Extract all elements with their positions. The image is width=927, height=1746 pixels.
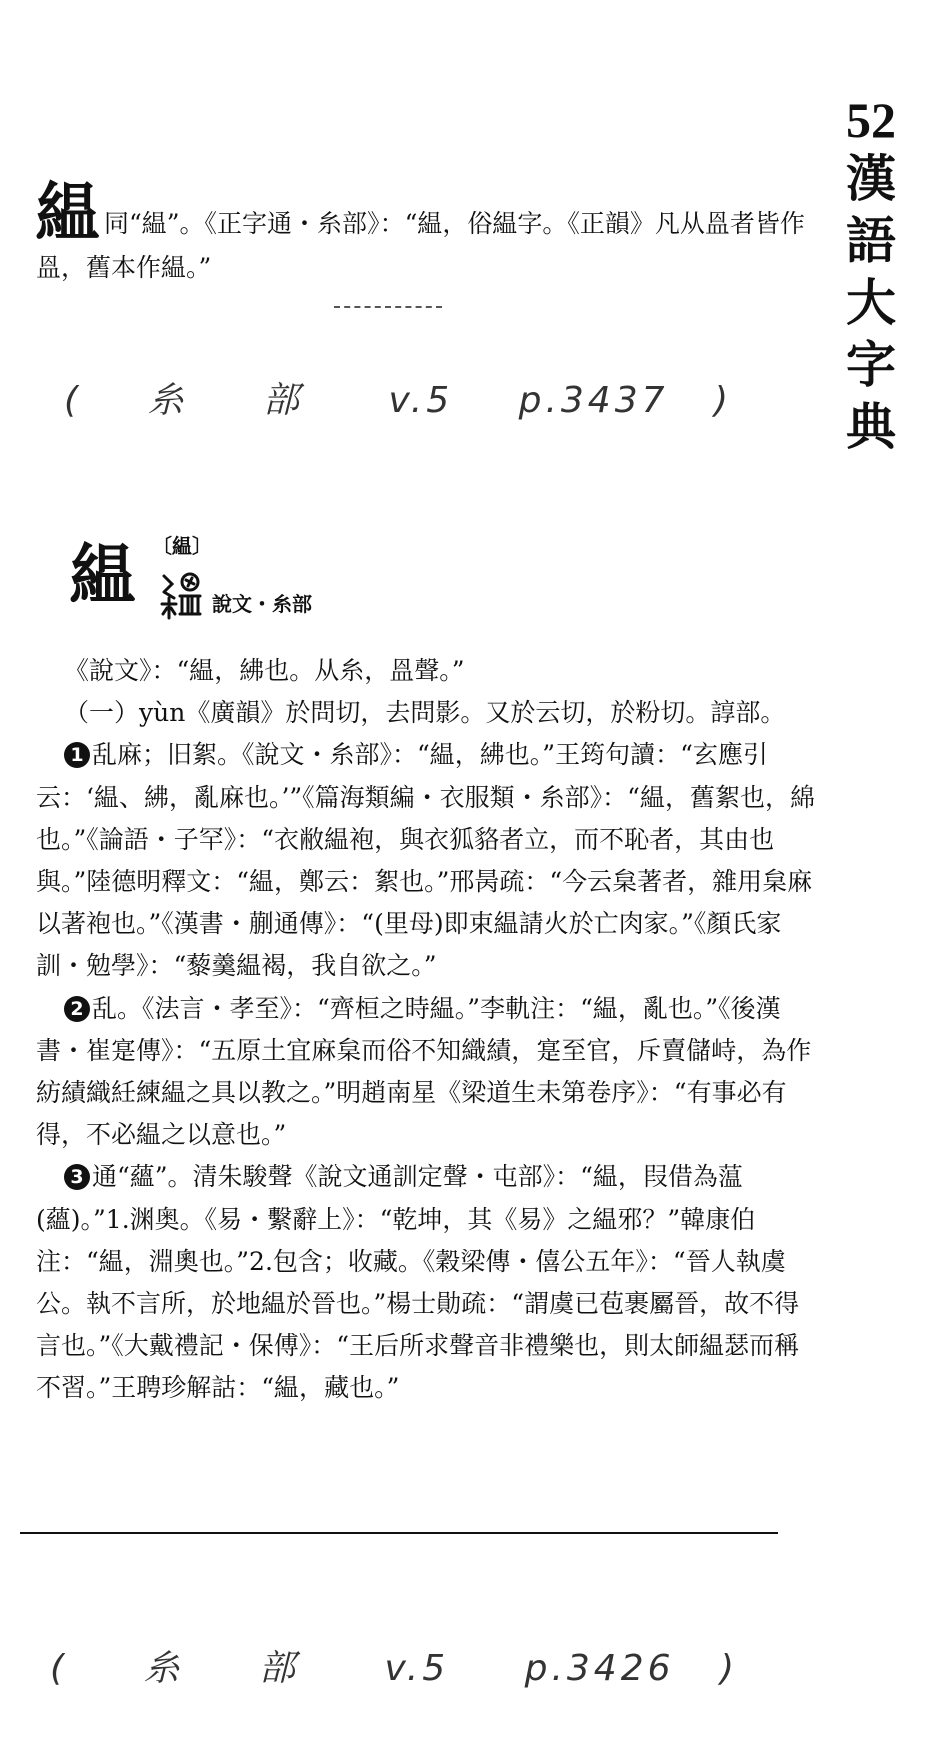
entry-headword: 緼 bbox=[70, 536, 136, 614]
sense-text: 乱。《法言・孝至》：“齊桓之時緼。”李軌注：“緼，亂也。”《後漢書・崔寔傳》：“五原土宜麻枲而俗不知織績，寔至官，斥賣儲峙，為作紡績織紝練緼之具以教之。”明趙南星《梁道生未第卷序》：“有事必有得，不必緼之以意也。” bbox=[36, 993, 812, 1150]
sense-number-icon: 2 bbox=[64, 996, 90, 1022]
title-char: 典 bbox=[846, 397, 896, 456]
pronunciation-line: （一）yùn《廣韻》於問切，去問影。又於云切，於粉切。諄部。 bbox=[64, 698, 786, 728]
dashed-divider bbox=[334, 306, 442, 308]
sense-number-icon: 3 bbox=[64, 1164, 90, 1190]
sense-1 bbox=[36, 734, 816, 987]
title-char: 漢 bbox=[846, 149, 896, 208]
sense-text: 通“蘊”。清朱駿聲《說文通訓定聲・屯部》：“緼，叚借為蕰(蘊)。”1.渊奥。《易・繫辭上》：“乾坤，其《易》之緼邪？”韓康伯注：“緼，淵奧也。”2.包含；收藏。《穀梁傳・僖公五年》：“晉人執虞公。執不言所，於地緼於晉也。”楊士勛疏：“謂虞已苞裹屬晉，故不得言也。”《大戴禮記・保傅》：“王后所求聲音非禮樂也，則太師緼瑟而稱不習。”王聘珍解詁：“緼，藏也。” bbox=[36, 1162, 800, 1403]
sense-text: 乱麻；旧絮。《說文・糸部》：“緼，紼也。”王筠句讀：“玄應引云：‘緼、紼，亂麻也。’”《篇海類編・衣服類・糸部》：“緼，舊絮也，綿也。”《論語・子罕》：“衣敝緼袍，與衣狐貉者立，而不恥者，其由也與。”陸德明釋文：“緼，鄭云：絮也。”邢昺疏：“今云枲著者，雜用枲麻以著袍也。”《漢書・蒯通傳》：“(里母)即束緼請火於亡肉家。”《顏氏家訓・勉學》：“藜羹緼褐，我自欲之。” bbox=[36, 740, 815, 981]
sense-3 bbox=[36, 1156, 816, 1409]
note-section: 部 bbox=[258, 1648, 299, 1689]
note-page: p.3426 bbox=[524, 1648, 675, 1689]
dictionary-entry-1 bbox=[36, 176, 816, 290]
entry-body bbox=[36, 650, 816, 1410]
sense-number-icon: 1 bbox=[64, 742, 90, 768]
traditional-form: 〔緼〕 bbox=[152, 534, 212, 558]
note-section: 部 bbox=[262, 380, 303, 421]
title-char: 大 bbox=[846, 273, 896, 332]
note-page: p.3437 bbox=[518, 380, 669, 421]
handwritten-reference-note bbox=[50, 1640, 738, 1691]
source-reference: 說文・糸部 bbox=[212, 592, 312, 616]
note-radical: 糸 bbox=[147, 380, 188, 421]
shuowen-quote: 《說文》：“緼，紼也。从糸，𥁕聲。” bbox=[64, 656, 465, 685]
note-close-paren: ) bbox=[719, 1648, 739, 1689]
note-volume: v.5 bbox=[388, 380, 454, 421]
entry-headword: 緼 bbox=[36, 176, 100, 251]
note-open-paren: ( bbox=[64, 380, 83, 421]
horizontal-rule bbox=[20, 1532, 778, 1534]
page-number: 52 bbox=[846, 92, 896, 148]
handwritten-reference-note bbox=[64, 372, 732, 423]
title-char: 語 bbox=[846, 211, 896, 270]
seal-script-glyph bbox=[158, 570, 202, 622]
note-radical: 糸 bbox=[143, 1648, 184, 1689]
sense-2 bbox=[36, 988, 816, 1157]
dictionary-sidebar bbox=[836, 92, 906, 458]
note-volume: v.5 bbox=[384, 1648, 450, 1689]
entry-definition: 同“緼”。《正字通・糸部》：“緼，俗緼字。《正韻》凡从𥁕者皆作𥁕，舊本作緼。” bbox=[36, 209, 805, 282]
note-open-paren: ( bbox=[50, 1648, 69, 1689]
title-char: 字 bbox=[846, 335, 896, 394]
note-close-paren: ) bbox=[713, 380, 733, 421]
